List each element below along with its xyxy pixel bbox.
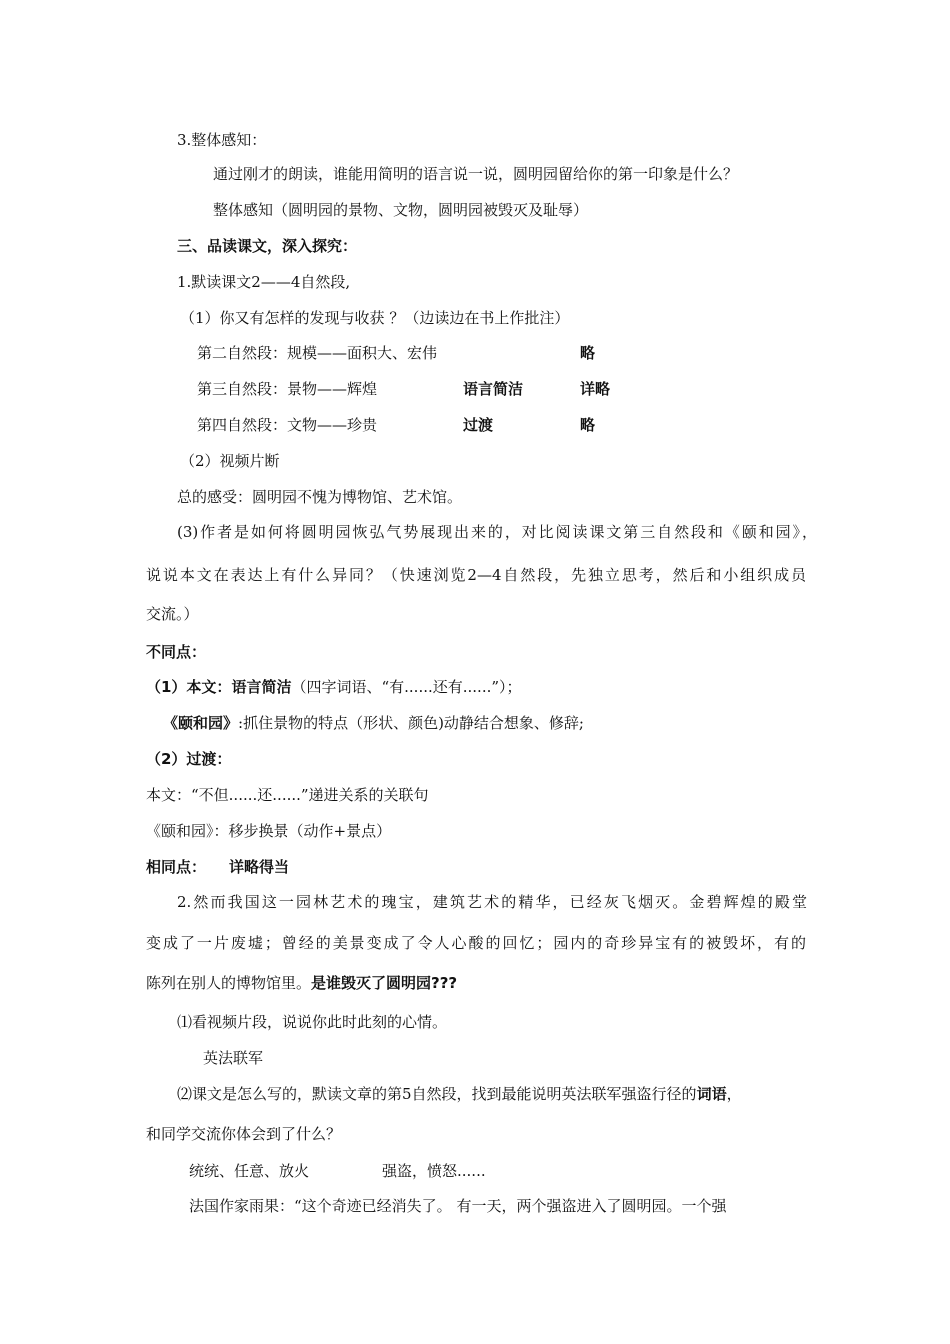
part-3-heading: 三、品读课文，深入探究： [177, 237, 358, 255]
item-2-question-1: ⑴看视频片段，说说你此时此刻的心情。 [177, 1013, 448, 1031]
hugo-quote: 法国作家雨果：“这个奇迹已经消失了。 有一天，两个强盗进入了圆明园。一个强 [189, 1197, 727, 1215]
difference-1-keyword: 语言简洁 [231, 678, 292, 696]
paragraph-3-feature: 语言简洁 [463, 380, 524, 398]
item-2-line-1: 2.然而我国这一园林艺术的瑰宝，建筑艺术的精华，已经灰飞烟灭。金碧辉煌的殿堂 [177, 893, 807, 911]
key-feelings: 强盗，愤怒...... [382, 1162, 486, 1180]
difference-2-yiheyuan: 《颐和园》：移步换景（动作+景点） [146, 822, 392, 840]
item-1-question-3-line-2: 说说本文在表达上有什么异同？（快速浏览2—4自然段，先独立思考，然后和小组织成员 [146, 566, 806, 584]
item-1-question-1: （1）你又有怎样的发现与收获 ？（边读边在书上作批注） [180, 309, 570, 327]
paragraph-4-label: 第四自然段：文物——珍贵 [197, 416, 378, 434]
similarity-value: 详略得当 [229, 858, 290, 876]
item-2-question-2-comma: ， [726, 1085, 742, 1103]
differences-heading: 不同点： [146, 643, 207, 661]
paragraph-4-note: 略 [580, 416, 596, 434]
paragraph-4-feature: 过渡 [463, 416, 494, 434]
item-2-line-2: 变成了一片废墟；曾经的美景变成了令人心酸的回忆；园内的奇珍异宝有的被毁坏，有的 [146, 934, 806, 952]
item-1-heading: 1.默读课文2——4自然段, [177, 273, 351, 291]
item-2-line-3 [146, 973, 457, 993]
item-2-question-2-keyword: 词语 [696, 1085, 727, 1103]
difference-1-detail: （四字词语、“有......还有......”）； [291, 678, 522, 696]
item-2-line-3-text: 陈列在别人的博物馆里。 [146, 974, 312, 992]
similarity-label: 相同点： [146, 858, 207, 876]
paragraph-3-note: 详略 [580, 380, 611, 398]
item-1-question-2: （2）视频片断 [180, 452, 280, 470]
item-2-question-2-line-2: 和同学交流你体会到了什么？ [146, 1125, 342, 1143]
item-2-question-2-text: ⑵课文是怎么写的，默读文章的第5自然段，找到最能说明英法联军强盗行径的 [177, 1085, 697, 1103]
difference-1b-detail: :抓住景物的特点（形状、颜色)动静结合想象、修辞; [238, 714, 584, 732]
section-3-answer: 整体感知（圆明园的景物、文物，圆明园被毁灭及耻辱） [213, 201, 589, 219]
paragraph-3-label: 第三自然段：景物——辉煌 [197, 380, 378, 398]
item-2-question: 是谁毁灭了圆明园??? [311, 974, 458, 992]
section-3-question: 通过刚才的朗读，谁能用简明的语言说一说，圆明园留给你的第一印象是什么？ [213, 165, 739, 183]
key-words: 统统、任意、放火 [189, 1162, 310, 1180]
paragraph-2-note: 略 [580, 344, 596, 362]
item-2-answer-1: 英法联军 [203, 1049, 264, 1067]
item-1-question-3-line-1: (3)作者是如何将圆明园恢弘气势展现出来的，对比阅读课文第三自然段和《颐和园》， [177, 523, 817, 541]
item-2-question-2-line-1 [177, 1084, 742, 1104]
section-3-heading: 3.整体感知： [177, 131, 267, 149]
difference-1-label: （1）本文： [146, 678, 232, 696]
difference-2-this-text: 本文：“不但......还......”递进关系的关联句 [146, 786, 429, 804]
difference-1-line [146, 677, 522, 697]
paragraph-2-label: 第二自然段：规模——面积大、宏伟 [197, 344, 438, 362]
difference-1b-line [163, 713, 584, 733]
difference-2-label: （2）过渡： [146, 750, 232, 768]
difference-1b-label: 《颐和园》 [163, 714, 239, 732]
overall-feeling: 总的感受：圆明园不愧为博物馆、艺术馆。 [177, 488, 463, 506]
item-1-question-3-line-3: 交流。） [146, 605, 199, 623]
